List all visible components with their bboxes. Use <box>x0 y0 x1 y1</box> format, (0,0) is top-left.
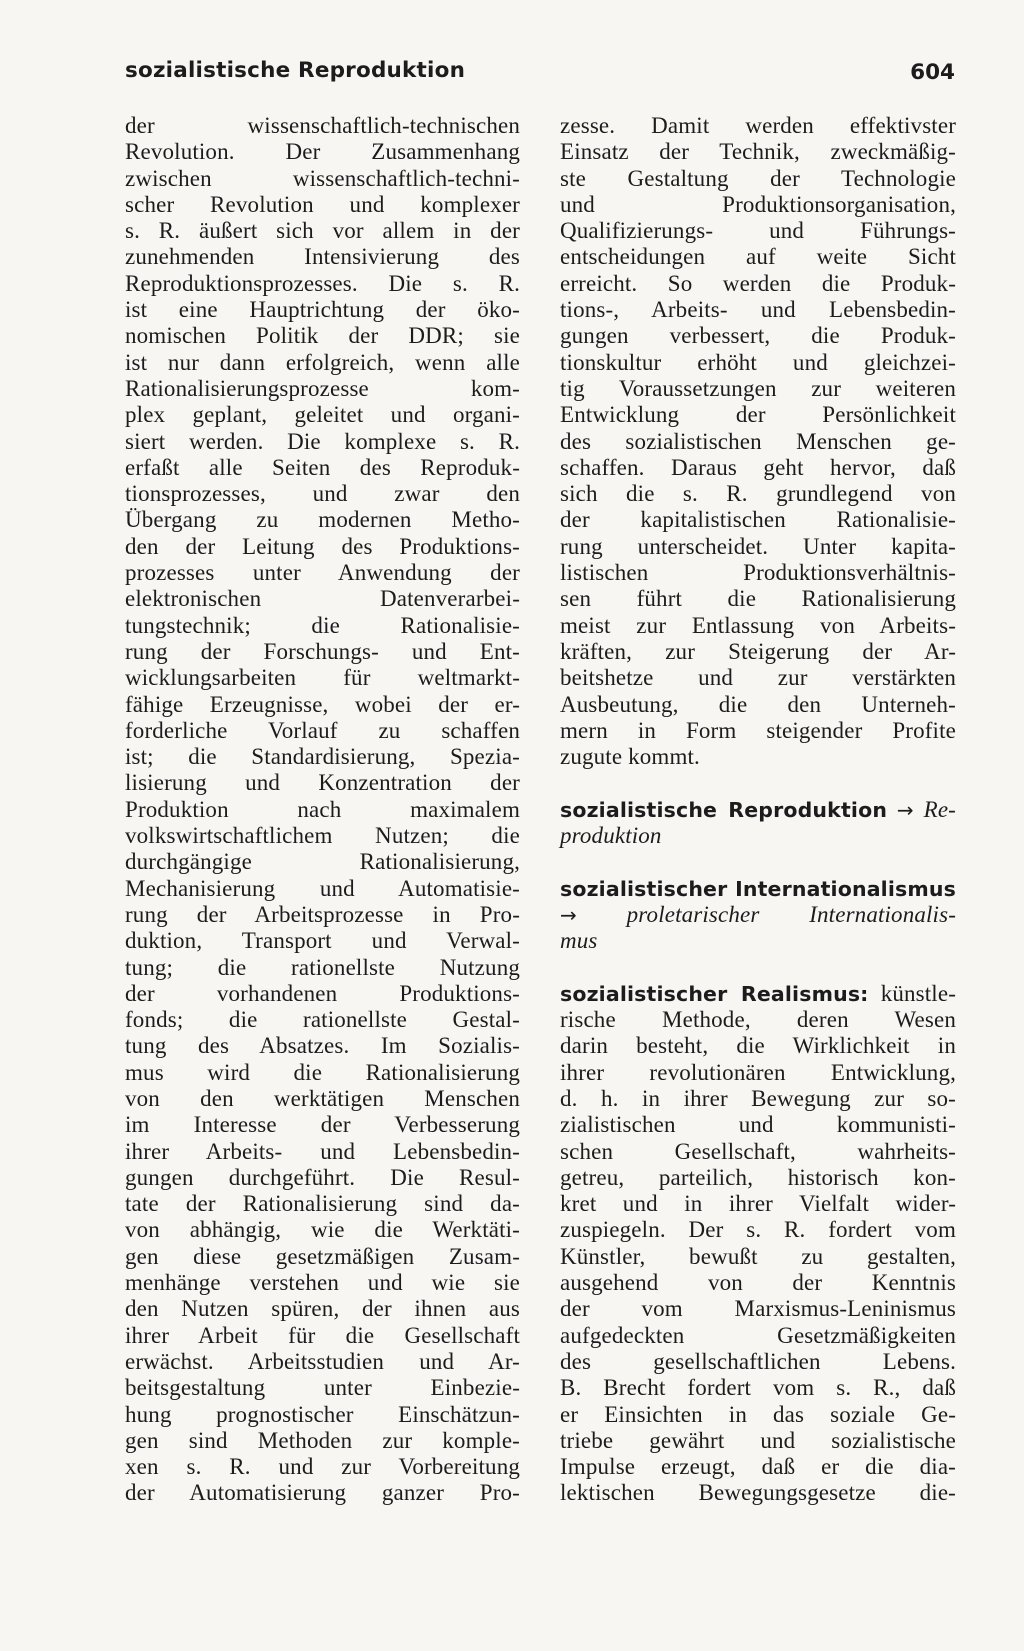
text-line: getreu, parteilich, historisch kon- <box>560 1164 956 1190</box>
text-line: tung; die rationellste Nutzung <box>125 954 520 980</box>
text-line: und Produktionsorganisation, <box>560 191 956 217</box>
entry-headword: sozialistischer Internationalismus <box>560 876 956 901</box>
text-line: tate der Rationalisierung sind da- <box>125 1191 520 1217</box>
text-line: von den werktätigen Menschen <box>125 1085 520 1111</box>
text-line: erwächst. Arbeitsstudien und Ar- <box>125 1348 520 1374</box>
text-line: hung prognostischer Einschätzun- <box>125 1401 520 1427</box>
text-line: mus wird die Rationalisierung <box>125 1059 520 1085</box>
text-line: ihrer Arbeits- und Lebensbedin- <box>125 1138 520 1164</box>
text-line: schaffen. Daraus geht hervor, daß <box>560 454 956 480</box>
text-line: fähige Erzeugnisse, wobei der er- <box>125 691 520 717</box>
left-column <box>125 113 520 1507</box>
text-line: tionskultur erhöht und gleichzei- <box>560 349 956 375</box>
text-line: zialistischen und kommunisti- <box>560 1112 956 1138</box>
text-line: durchgängige Rationalisierung, <box>125 849 520 875</box>
cross-reference-link: Re- <box>923 796 956 822</box>
text-line: Reproduktionsprozesses. Die s. R. <box>125 270 520 296</box>
text-line: Künstler, bewußt zu gestalten, <box>560 1243 956 1269</box>
text-line: siert werden. Die komplexe s. R. <box>125 428 520 454</box>
text-line: Entwicklung der Persönlichkeit <box>560 402 956 428</box>
text-line: sich die s. R. grundlegend von <box>560 481 956 507</box>
entry-sozialistische-reproduktion <box>560 797 956 850</box>
text-line: künstle- <box>880 980 957 1006</box>
text-line: den der Leitung des Produktions- <box>125 533 520 559</box>
text-line: d. h. in ihrer Bewegung zur so- <box>560 1085 956 1111</box>
text-line: ihrer Arbeit für die Gesellschaft <box>125 1322 520 1348</box>
text-line: kret und in ihrer Vielfalt wider- <box>560 1191 956 1217</box>
text-line: B. Brecht fordert vom s. R., daß <box>560 1375 956 1401</box>
entry-sozialistischer-internationalismus <box>560 876 956 955</box>
cross-reference-arrow-icon: → <box>560 902 577 927</box>
text-line: Qualifizierungs- und Führungs- <box>560 218 956 244</box>
text-line: gen sind Methoden zur komple- <box>125 1427 520 1453</box>
text-line: lektischen Bewegungsgesetze die- <box>560 1480 956 1506</box>
text-line: wicklungsarbeiten für weltmarkt- <box>125 665 520 691</box>
text-line: ist; die Standardisierung, Spezia- <box>125 744 520 770</box>
text-line: der vom Marxismus-Leninismus <box>560 1296 956 1322</box>
cross-reference-arrow-icon: → <box>896 797 914 822</box>
text-line: elektronischen Datenverarbei- <box>125 586 520 612</box>
text-line: zunehmenden Intensivierung des <box>125 244 520 270</box>
text-line: zuspiegeln. Der s. R. fordert vom <box>560 1217 956 1243</box>
text-line: des sozialistischen Menschen ge- <box>560 428 956 454</box>
text-line: tung des Absatzes. Im Sozialis- <box>125 1033 520 1059</box>
text-line: gen diese gesetzmäßigen Zusam- <box>125 1243 520 1269</box>
text-line: kräften, zur Steigerung der Ar- <box>560 638 956 664</box>
text-line: von abhängig, wie die Werktäti- <box>125 1217 520 1243</box>
text-line: schen Gesellschaft, wahrheits- <box>560 1138 956 1164</box>
text-line: im Interesse der Verbesserung <box>125 1112 520 1138</box>
text-line: listischen Produktionsverhältnis- <box>560 560 956 586</box>
text-line: ausgehend von der Kenntnis <box>560 1270 956 1296</box>
text-line: darin besteht, die Wirklichkeit in <box>560 1033 956 1059</box>
text-line: Produktion nach maximalem <box>125 796 520 822</box>
text-line: beitsgestaltung unter Einbezie- <box>125 1375 520 1401</box>
text-line: tig Voraussetzungen zur weiteren <box>560 375 956 401</box>
text-line: mern in Form steigender Profite <box>560 717 956 743</box>
text-line: tions-, Arbeits- und Lebensbedin- <box>560 297 956 323</box>
text-line: lisierung und Konzentration der <box>125 770 520 796</box>
text-line: Mechanisierung und Automatisie- <box>125 875 520 901</box>
text-line: der vorhandenen Produktions- <box>125 980 520 1006</box>
text-line: erreicht. So werden die Produk- <box>560 270 956 296</box>
text-line: des gesellschaftlichen Lebens. <box>560 1348 956 1374</box>
text-line: Rationalisierungsprozesse kom- <box>125 375 520 401</box>
text-line: meist zur Entlassung von Arbeits- <box>560 612 956 638</box>
text-line: Impulse erzeugt, daß er die dia- <box>560 1454 956 1480</box>
text-line: duktion, Transport und Verwal- <box>125 928 520 954</box>
text-line: rung der Forschungs- und Ent- <box>125 638 520 664</box>
text-line: volkswirtschaftlichem Nutzen; die <box>125 823 520 849</box>
text-line: beitshetze und zur verstärkten <box>560 665 956 691</box>
text-line: gungen durchgeführt. Die Resul- <box>125 1164 520 1190</box>
text-line: Übergang zu modernen Metho- <box>125 507 520 533</box>
entry-headword: sozialistischer Realismus: <box>560 981 869 1006</box>
cross-reference-link: mus <box>560 928 598 954</box>
text-line: triebe gewährt und sozialistische <box>560 1427 956 1453</box>
text-line: prozesses unter Anwendung der <box>125 560 520 586</box>
text-line: xen s. R. und zur Vorbereitung <box>125 1454 520 1480</box>
entry-sozialistischer-realismus <box>560 981 956 1507</box>
text-line: plex geplant, geleitet und organi- <box>125 402 520 428</box>
text-line: s. R. äußert sich vor allem in der <box>125 218 520 244</box>
page-number: 604 <box>910 60 955 85</box>
right-column <box>560 113 956 1507</box>
text-line: nomischen Politik der DDR; sie <box>125 323 520 349</box>
continuation-paragraph <box>560 113 956 770</box>
text-line: tungstechnik; die Rationalisie- <box>125 612 520 638</box>
text-line: ist nur dann erfolgreich, wenn alle <box>125 349 520 375</box>
text-line: rische Methode, deren Wesen <box>560 1007 956 1033</box>
text-line: tionsprozesses, und zwar den <box>125 481 520 507</box>
cross-reference-link: proletarischer Internationalis- <box>626 901 957 927</box>
text-line: zesse. Damit werden effektivster <box>560 113 956 138</box>
running-header: sozialistische Reproduktion <box>125 58 466 83</box>
text-line: rung der Arbeitsprozesse in Pro- <box>125 901 520 927</box>
text-line: zwischen wissenschaftlich-techni- <box>125 165 520 191</box>
text-line: menhänge verstehen und wie sie <box>125 1270 520 1296</box>
text-line: rung unterscheidet. Unter kapita- <box>560 533 956 559</box>
cross-reference-link: produktion <box>560 823 662 849</box>
entry-headword: sozialistische Reproduktion <box>560 797 888 822</box>
text-line: ihrer revolutionären Entwicklung, <box>560 1059 956 1085</box>
text-line: den Nutzen spüren, der ihnen aus <box>125 1296 520 1322</box>
text-line: zugute kommt. <box>560 744 700 770</box>
text-line: erfaßt alle Seiten des Reproduk- <box>125 454 520 480</box>
text-line: sen führt die Rationalisierung <box>560 586 956 612</box>
text-line: der kapitalistischen Rationalisie- <box>560 507 956 533</box>
text-line: gungen verbessert, die Produk- <box>560 323 956 349</box>
text-line: entscheidungen auf weite Sicht <box>560 244 956 270</box>
text-line: aufgedeckten Gesetzmäßigkeiten <box>560 1322 956 1348</box>
text-line: Revolution. Der Zusammenhang <box>125 139 520 165</box>
text-line: Einsatz der Technik, zweckmäßig- <box>560 139 956 165</box>
text-line: ste Gestaltung der Technologie <box>560 165 956 191</box>
text-line: der wissenschaftlich-technischen <box>125 113 520 138</box>
text-line: ist eine Hauptrichtung der öko- <box>125 297 520 323</box>
text-line: er Einsichten in das soziale Ge- <box>560 1401 956 1427</box>
text-line: Ausbeutung, die den Unterneh- <box>560 691 956 717</box>
text-line: forderliche Vorlauf zu schaffen <box>125 717 520 743</box>
text-line: der Automatisierung ganzer Pro- <box>125 1480 520 1506</box>
text-line: scher Revolution und komplexer <box>125 191 520 217</box>
text-line: fonds; die rationellste Gestal- <box>125 1007 520 1033</box>
